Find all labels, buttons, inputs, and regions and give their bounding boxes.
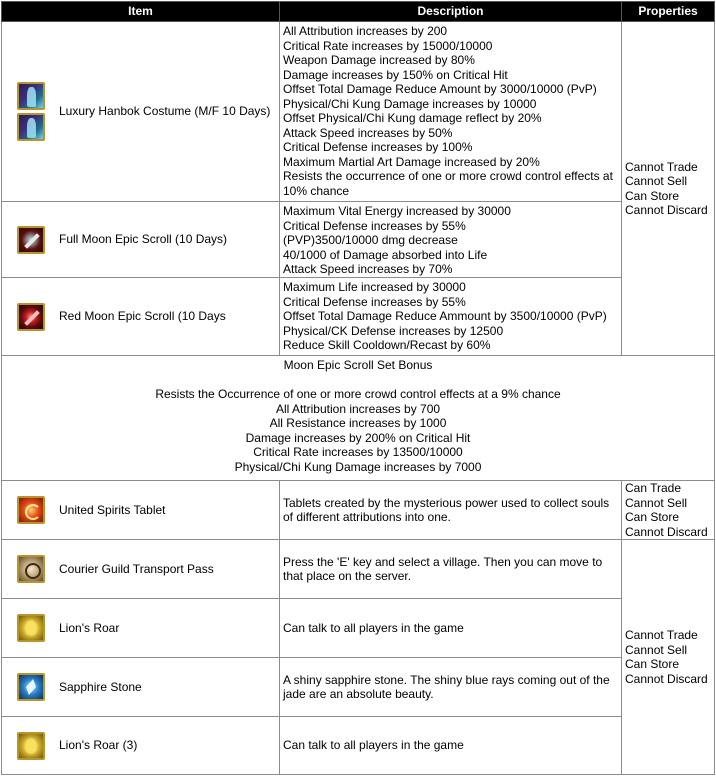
description-line: Attack Speed increases by 50% xyxy=(283,125,453,140)
header-description: Description xyxy=(280,2,622,22)
lions-roar-icon xyxy=(17,614,45,642)
property-text: Cannot Sell xyxy=(625,642,688,657)
description-line: Damage increases by 150% on Critical Hit xyxy=(283,67,508,82)
set-bonus-line: Damage increases by 200% on Critical Hit xyxy=(245,430,471,445)
set-bonus-title: Moon Epic Scroll Set Bonus xyxy=(283,358,433,372)
item-cell xyxy=(2,717,280,775)
item-name: Luxury Hanbok Costume (M/F 10 Days) xyxy=(59,104,271,119)
property-text: Can Store xyxy=(625,188,680,203)
item-name: United Spirits Tablet xyxy=(59,502,166,517)
table-row xyxy=(2,278,715,356)
set-bonus-line: Resists the Occurrence of one or more crowd control effects at a 9% chance xyxy=(155,387,561,401)
set-bonus-line: Physical/Chi Kung Damage increases by 7000 xyxy=(234,459,482,474)
property-text: Cannot Discard xyxy=(625,203,708,217)
sapphire-stone-icon xyxy=(17,673,45,701)
table-row xyxy=(2,658,715,717)
description-line: Maximum Martial Art Damage increased by 20% xyxy=(283,154,540,169)
item-cell xyxy=(2,540,280,599)
table-row xyxy=(2,540,715,599)
item-cell xyxy=(2,599,280,658)
description-line: Maximum Life increased by 30000 xyxy=(283,280,466,294)
description-line: A shiny sapphire stone. The shiny blue rays coming out of the jade are an absolute beauty. xyxy=(283,672,610,701)
header-row xyxy=(2,2,715,22)
property-text: Cannot Trade xyxy=(625,159,698,174)
property-text: Cannot Discard xyxy=(625,524,708,539)
item-cell xyxy=(2,658,280,717)
description-line: Critical Defense increases by 55% xyxy=(283,218,466,233)
description-line: Physical/CK Defense increases by 12500 xyxy=(283,323,504,338)
description-line: 10% chance xyxy=(283,183,350,198)
full-moon-scroll-icon xyxy=(17,226,45,254)
description-line: Offset Physical/Chi Kung damage reflect by 20% xyxy=(283,111,542,125)
item-cell xyxy=(2,481,280,540)
set-bonus-line: All Attribution increases by 700 xyxy=(275,401,441,416)
property-text: Cannot Sell xyxy=(625,174,688,188)
description-line: Maximum Vital Energy increased by 30000 xyxy=(283,204,511,218)
property-text: Can Store xyxy=(625,510,680,524)
lions-roar-icon xyxy=(17,732,45,760)
item-cell xyxy=(2,278,280,356)
header-item: Item xyxy=(2,2,280,22)
spirits-tablet-icon xyxy=(17,496,45,524)
description-line: (PVP)3500/10000 dmg decrease xyxy=(283,233,458,247)
description-line: Offset Total Damage Reduce Ammount by 3500/10000 (PvP) xyxy=(283,309,607,323)
item-name: Sapphire Stone xyxy=(59,679,142,694)
table-row xyxy=(2,717,715,775)
description-cell xyxy=(280,599,622,658)
table-row xyxy=(2,599,715,658)
item-table xyxy=(1,1,715,775)
description-line: Critical Defense increases by 100% xyxy=(283,140,473,154)
item-name: Full Moon Epic Scroll (10 Days) xyxy=(59,232,228,247)
item-cell xyxy=(2,22,280,202)
description-line: Resists the occurrence of one or more crowd control effects at xyxy=(283,169,613,183)
description-cell xyxy=(280,540,622,599)
description-line: Can talk to all players in the game xyxy=(283,738,464,753)
set-bonus-line: All Resistance increases by 1000 xyxy=(269,416,447,430)
description-line: Can talk to all players in the game xyxy=(283,620,464,635)
table-row xyxy=(2,202,715,278)
item-name: Lion's Roar xyxy=(59,620,120,635)
description-cell xyxy=(280,202,622,278)
hanbok-icon xyxy=(17,82,45,110)
item-name: Lion's Roar (3) xyxy=(59,738,138,753)
description-line: Physical/Chi Kung Damage increases by 10000 xyxy=(283,96,537,111)
description-line: Critical Rate increases by 15000/10000 xyxy=(283,38,493,53)
item-name: Red Moon Epic Scroll (10 Days xyxy=(59,309,226,324)
red-moon-scroll-icon xyxy=(17,303,45,331)
description-line: Offset Total Damage Reduce Amount by 3000/10000 (PvP) xyxy=(283,82,597,96)
set-bonus-row xyxy=(2,356,715,481)
description-cell xyxy=(280,278,622,356)
property-text: Cannot Sell xyxy=(625,495,688,510)
description-line: Weapon Damage increased by 80% xyxy=(283,53,475,67)
set-bonus-line: Critical Rate increases by 13500/10000 xyxy=(253,445,463,459)
set-bonus-cell xyxy=(2,356,715,481)
properties-cell xyxy=(622,22,715,356)
description-line: Tablets created by the mysterious power used to collect souls of different attributions into one. xyxy=(283,495,610,524)
property-text: Cannot Trade xyxy=(625,628,698,642)
item-cell xyxy=(2,202,280,278)
description-cell xyxy=(280,481,622,540)
description-line: Reduce Skill Cooldown/Recast by 60% xyxy=(283,338,491,352)
description-cell xyxy=(280,22,622,202)
property-text: Can Store xyxy=(625,657,680,671)
properties-cell xyxy=(622,481,715,540)
description-line: All Attribution increases by 200 xyxy=(283,24,448,38)
description-line: 40/1000 of Damage absorbed into Life xyxy=(283,247,488,262)
description-line: Attack Speed increases by 70% xyxy=(283,262,453,276)
hanbok-icon xyxy=(17,113,45,141)
item-name: Courier Guild Transport Pass xyxy=(59,561,214,576)
description-cell xyxy=(280,717,622,775)
properties-cell xyxy=(622,540,715,775)
transport-pass-icon xyxy=(17,555,45,583)
description-cell xyxy=(280,658,622,717)
table-row xyxy=(2,481,715,540)
property-text: Can Trade xyxy=(625,481,682,495)
description-line: Critical Defense increases by 55% xyxy=(283,294,466,309)
header-properties: Properties xyxy=(622,2,715,22)
table-row xyxy=(2,22,715,202)
property-text: Cannot Discard xyxy=(625,671,708,686)
description-line: Press the 'E' key and select a village. Then you can move to that place on the server. xyxy=(283,554,603,583)
